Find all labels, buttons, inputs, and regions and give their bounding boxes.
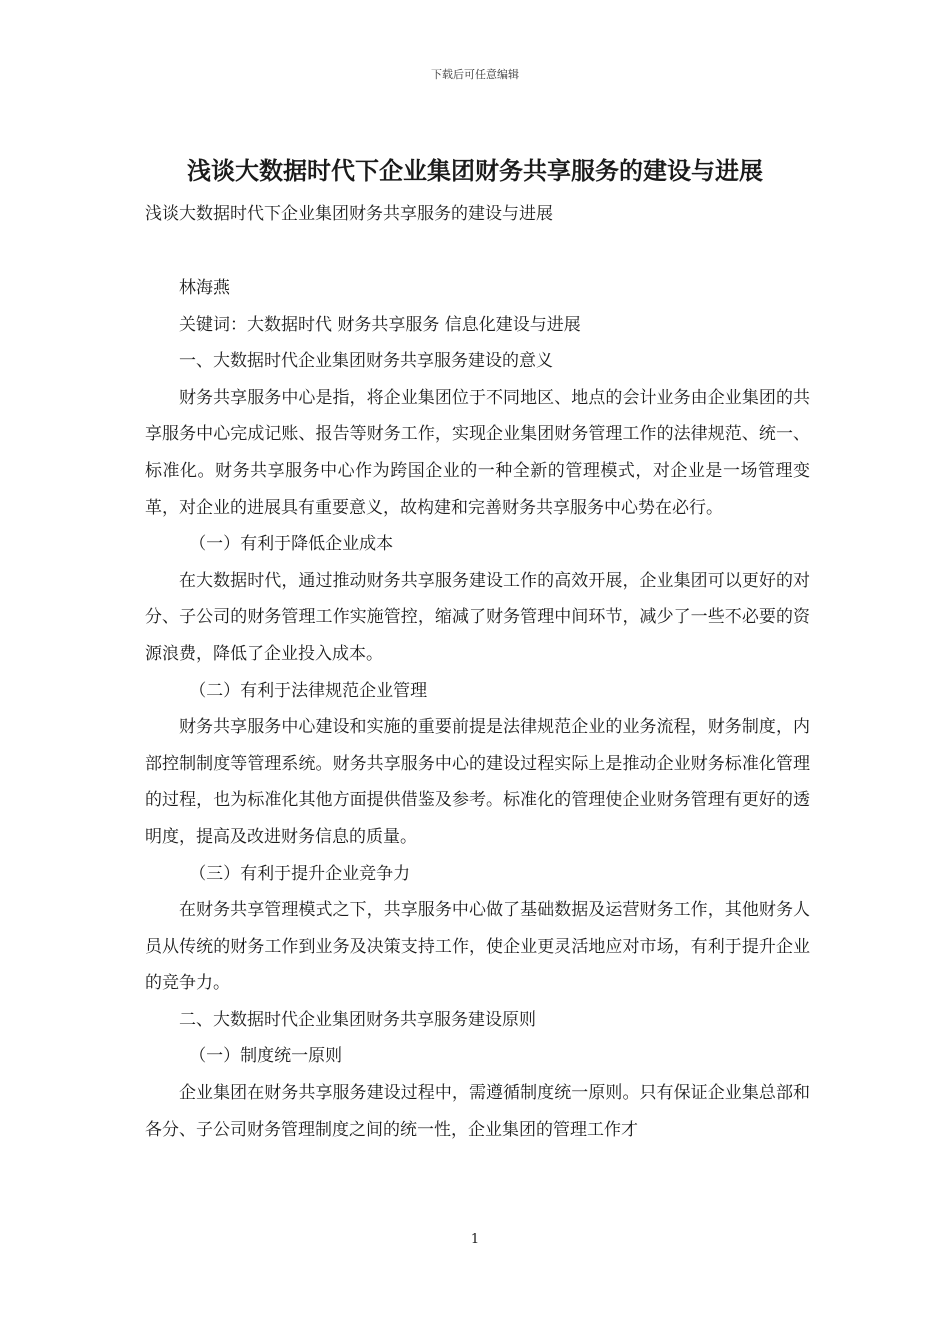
- section-heading-1: 一、大数据时代企业集团财务共享服务建设的意义: [179, 351, 553, 372]
- document-subtitle: 浅谈大数据时代下企业集团财务共享服务的建设与进展: [145, 204, 553, 224]
- section-heading-2: 二、大数据时代企业集团财务共享服务建设原则: [179, 1009, 536, 1030]
- page-number: 1: [470, 1232, 480, 1247]
- subheading-1: （一）有利于降低企业成本: [189, 534, 394, 555]
- document-title: 浅谈大数据时代下企业集团财务共享服务的建设与进展: [187, 157, 763, 185]
- subheading-2: （二）有利于法律规范企业管理: [189, 680, 428, 701]
- document-body: [145, 270, 810, 1148]
- subheading-3: （三）有利于提升企业竞争力: [189, 863, 411, 884]
- paragraph-1: 财务共享服务中心是指，将企业集团位于不同地区、地点的会计业务由企业集团的共享服务中心完成记账、报告等财务工作，实现企业集团财务管理工作的法律规范、统一、标准化。财务共享服务中心作为跨国企业的一种全新的管理模式，对企业是一场管理变革，对企业的进展具有重要意义，故构建和完善财务共享服务中心势在必行。: [145, 387, 810, 518]
- keywords: 关键词：大数据时代 财务共享服务 信息化建设与进展: [179, 314, 581, 335]
- paragraph-3: 财务共享服务中心建设和实施的重要前提是法律规范企业的业务流程，财务制度，内部控制制度等管理系统。财务共享服务中心的建设过程实际上是推动企业财务标准化管理的过程，也为标准化其他方面提供借鉴及参考。标准化的管理使企业财务管理有更好的透明度，提高及改进财务信息的质量。: [145, 717, 810, 847]
- page-header: 下载后可任意编辑: [431, 68, 519, 81]
- subheading-4: （一）制度统一原则: [189, 1046, 343, 1067]
- paragraph-4: 在财务共享管理模式之下，共享服务中心做了基础数据及运营财务工作，其他财务人员从传统的财务工作到业务及决策支持工作，使企业更灵活地应对市场，有利于提升企业的竞争力。: [145, 900, 810, 994]
- paragraph-2: 在大数据时代，通过推动财务共享服务建设工作的高效开展，企业集团可以更好的对分、子公司的财务管理工作实施管控，缩减了财务管理中间环节，减少了一些不必要的资源浪费，降低了企业投入成本。: [145, 570, 810, 664]
- paragraph-5: 企业集团在财务共享服务建设过程中，需遵循制度统一原则。只有保证企业集总部和各分、子公司财务管理制度之间的统一性，企业集团的管理工作才: [145, 1083, 810, 1140]
- author: 林海燕: [179, 278, 230, 298]
